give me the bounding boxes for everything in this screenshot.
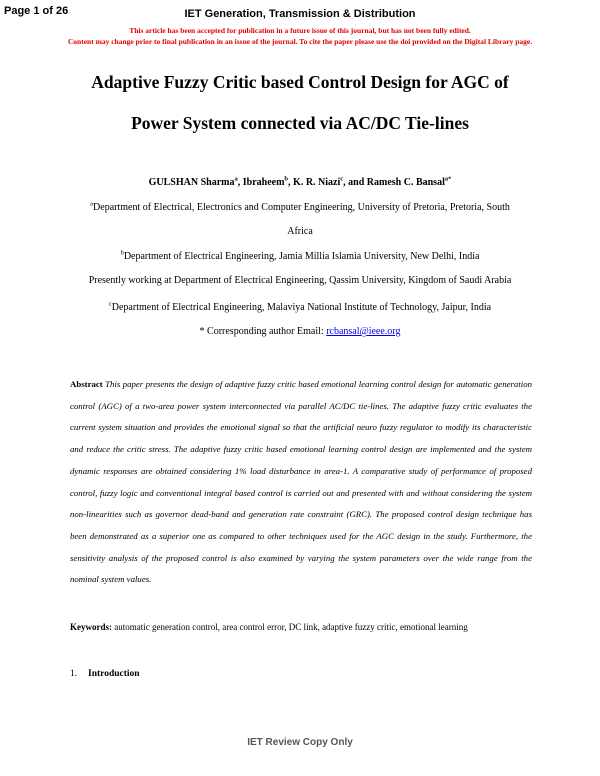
author-name: GULSHAN Sharma [148, 177, 235, 188]
journal-title: IET Generation, Transmission & Distribution [184, 8, 416, 20]
keywords [70, 622, 532, 632]
section-title: Introduction [88, 669, 140, 679]
paper-title-line-2: Power System connected via AC/DC Tie-lines [131, 113, 469, 133]
keywords-text: automatic generation control, area control error, DC link, adaptive fuzzy critic, emotional learning [114, 622, 468, 632]
affiliation-presently: Presently working at Department of Electrical Engineering, Qassim University, Kingdom of Saudi Arabia [88, 275, 512, 286]
affiliation-a-line-1: Department of Electrical, Electronics and Computer Engineering, University of Pretoria, Pretoria, South [93, 202, 510, 213]
corresponding-email-link[interactable]: rcbansal@ieee.org [326, 326, 401, 337]
author-affiliation-mark: b [284, 175, 289, 183]
review-copy-footer: IET Review Copy Only [247, 737, 353, 748]
author-separator: , [237, 177, 243, 188]
corresponding-author [0, 326, 600, 337]
abstract-label: Abstract [70, 379, 103, 389]
author-affiliation-mark: c [340, 175, 344, 183]
affiliation-c [0, 302, 600, 313]
affiliation-a-line-2: Africa [287, 226, 313, 237]
author-name: K. R. Niazi [293, 177, 341, 188]
author-name: Ramesh C. Bansal [366, 177, 445, 188]
author-separator: , [288, 177, 294, 188]
author-name: Ibraheem [242, 177, 285, 188]
publication-notice-line-1: This article has been accepted for publication in a future issue of this journal, but has not been fully edited. [129, 26, 471, 35]
affiliation-mark: a [90, 200, 94, 208]
affiliation-b-text: Department of Electrical Engineering, Jamia Millia Islamia University, New Delhi, India [123, 251, 480, 262]
keywords-label: Keywords: [70, 622, 112, 632]
section-heading-introduction [70, 669, 140, 679]
author-affiliation-mark: a [234, 175, 238, 183]
abstract [70, 374, 532, 591]
publication-notice-line-2: Content may change prior to final publication in an issue of the journal. To cite the paper please use the doi provided on the Digital Library page. [67, 37, 533, 46]
paper-title-line-1: Adaptive Fuzzy Critic based Control Design for AGC of [91, 72, 509, 92]
section-number: 1. [70, 669, 78, 679]
affiliation-mark: c [108, 300, 112, 308]
page-number: Page 1 of 26 [4, 5, 69, 17]
author-list [0, 177, 600, 188]
affiliation-c-text: Department of Electrical Engineering, Malaviya National Institute of Technology, Jaipur, India [111, 302, 492, 313]
affiliation-b [0, 251, 600, 262]
abstract-text: This paper presents the design of adaptive fuzzy critic based emotional learning control design for automatic generation control (AGC) of a two-area power system interconnected via parallel AC/DC tie-lines. The adaptive fuzzy critic evaluates the current system situation and provides the emotional signal so that the artificial neuro fuzzy regulator to modify its characteristic and reduce the critic stress. The adaptive fuzzy critic based emotional learning control design are implemented and the system dynamic responses are obtained considering 1% load disturbance in area-1. A comparative study of performance of proposed control, fuzzy logic and conventional integral based control is carried out and presented with and without considering the system non-linearities such as governor dead-band and generation rate constraint (GRC). The proposed control design technique has been demonstrated as a superior one as compared to other techniques used for the AGC design in the study. Furthermore, the sensitivity analysis of the proposed control is also examined by varying the system parameters over the wide range from the nominal system values. [70, 379, 533, 585]
affiliation-mark: b [120, 249, 124, 257]
author-affiliation-mark: a* [444, 175, 452, 183]
affiliation-a [0, 202, 600, 213]
corresponding-label: * Corresponding author Email: [199, 326, 327, 337]
author-separator: , and [343, 177, 367, 188]
